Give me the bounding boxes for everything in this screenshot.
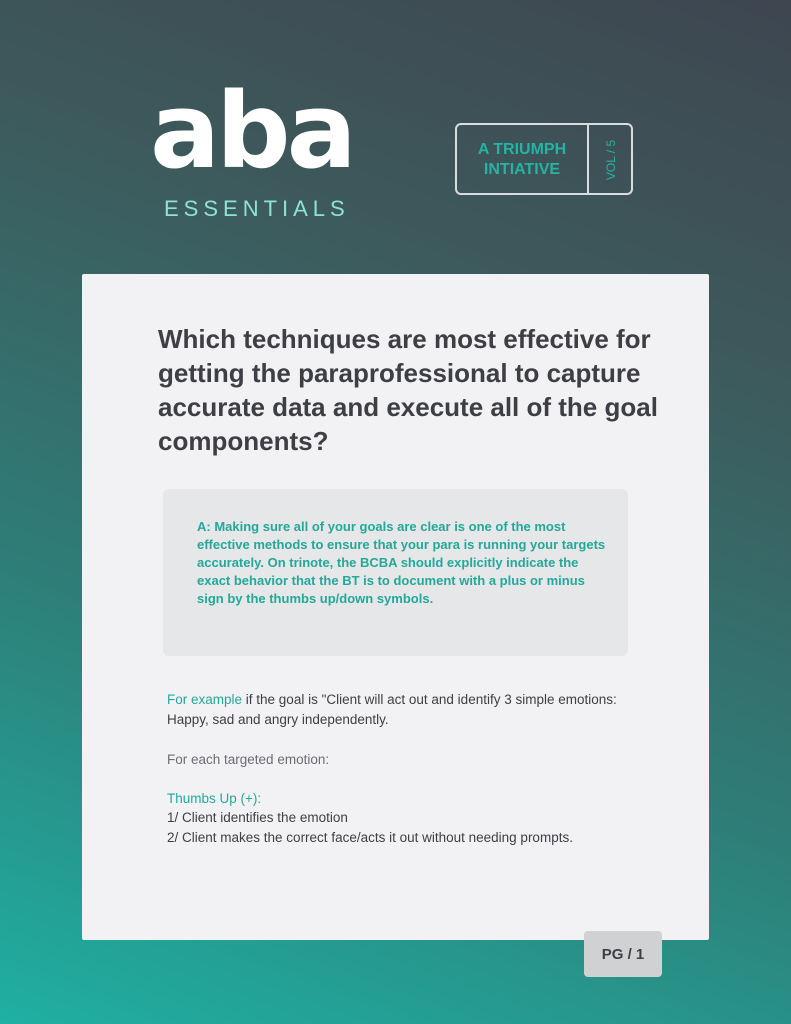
badge-volume bbox=[593, 135, 629, 185]
each-emotion-text: For each targeted emotion: bbox=[167, 752, 330, 767]
badge-title: A TRIUMPH INTIATIVE bbox=[477, 141, 567, 178]
example-lead: For example bbox=[167, 692, 243, 707]
list-item: 2/ Client makes the correct face/acts it out without needing prompts. bbox=[167, 830, 573, 845]
question-heading: Which techniques are most effective for getting the paraprofessional to capture accurate data and execute all of the goal components? bbox=[158, 324, 658, 456]
thumbs-up-heading: Thumbs Up (+): bbox=[167, 791, 262, 806]
essentials-logo-text: ESSENTIALS bbox=[164, 196, 350, 221]
page-number-tab: PG / 1 bbox=[584, 931, 662, 977]
example-paragraph bbox=[167, 690, 627, 730]
volume-label: VOL / 5 bbox=[604, 139, 618, 181]
triumph-badge bbox=[455, 123, 633, 195]
aba-logo: aba bbox=[150, 70, 353, 192]
list-item: 1/ Client identifies the emotion bbox=[167, 810, 348, 825]
badge-divider bbox=[587, 125, 589, 193]
example-text: if the goal is "Client will act out and identify 3 simple emotions: Happy, sad and angry independently. bbox=[167, 692, 617, 727]
answer-text: A: Making sure all of your goals are clear is one of the most effective methods to ensure that your para is running your targets accurately. On trinote, the BCBA should explicitly indicate the exact behavior that the BT is to document with a plus or minus sign by the thumbs up/down symbols. bbox=[197, 519, 606, 606]
